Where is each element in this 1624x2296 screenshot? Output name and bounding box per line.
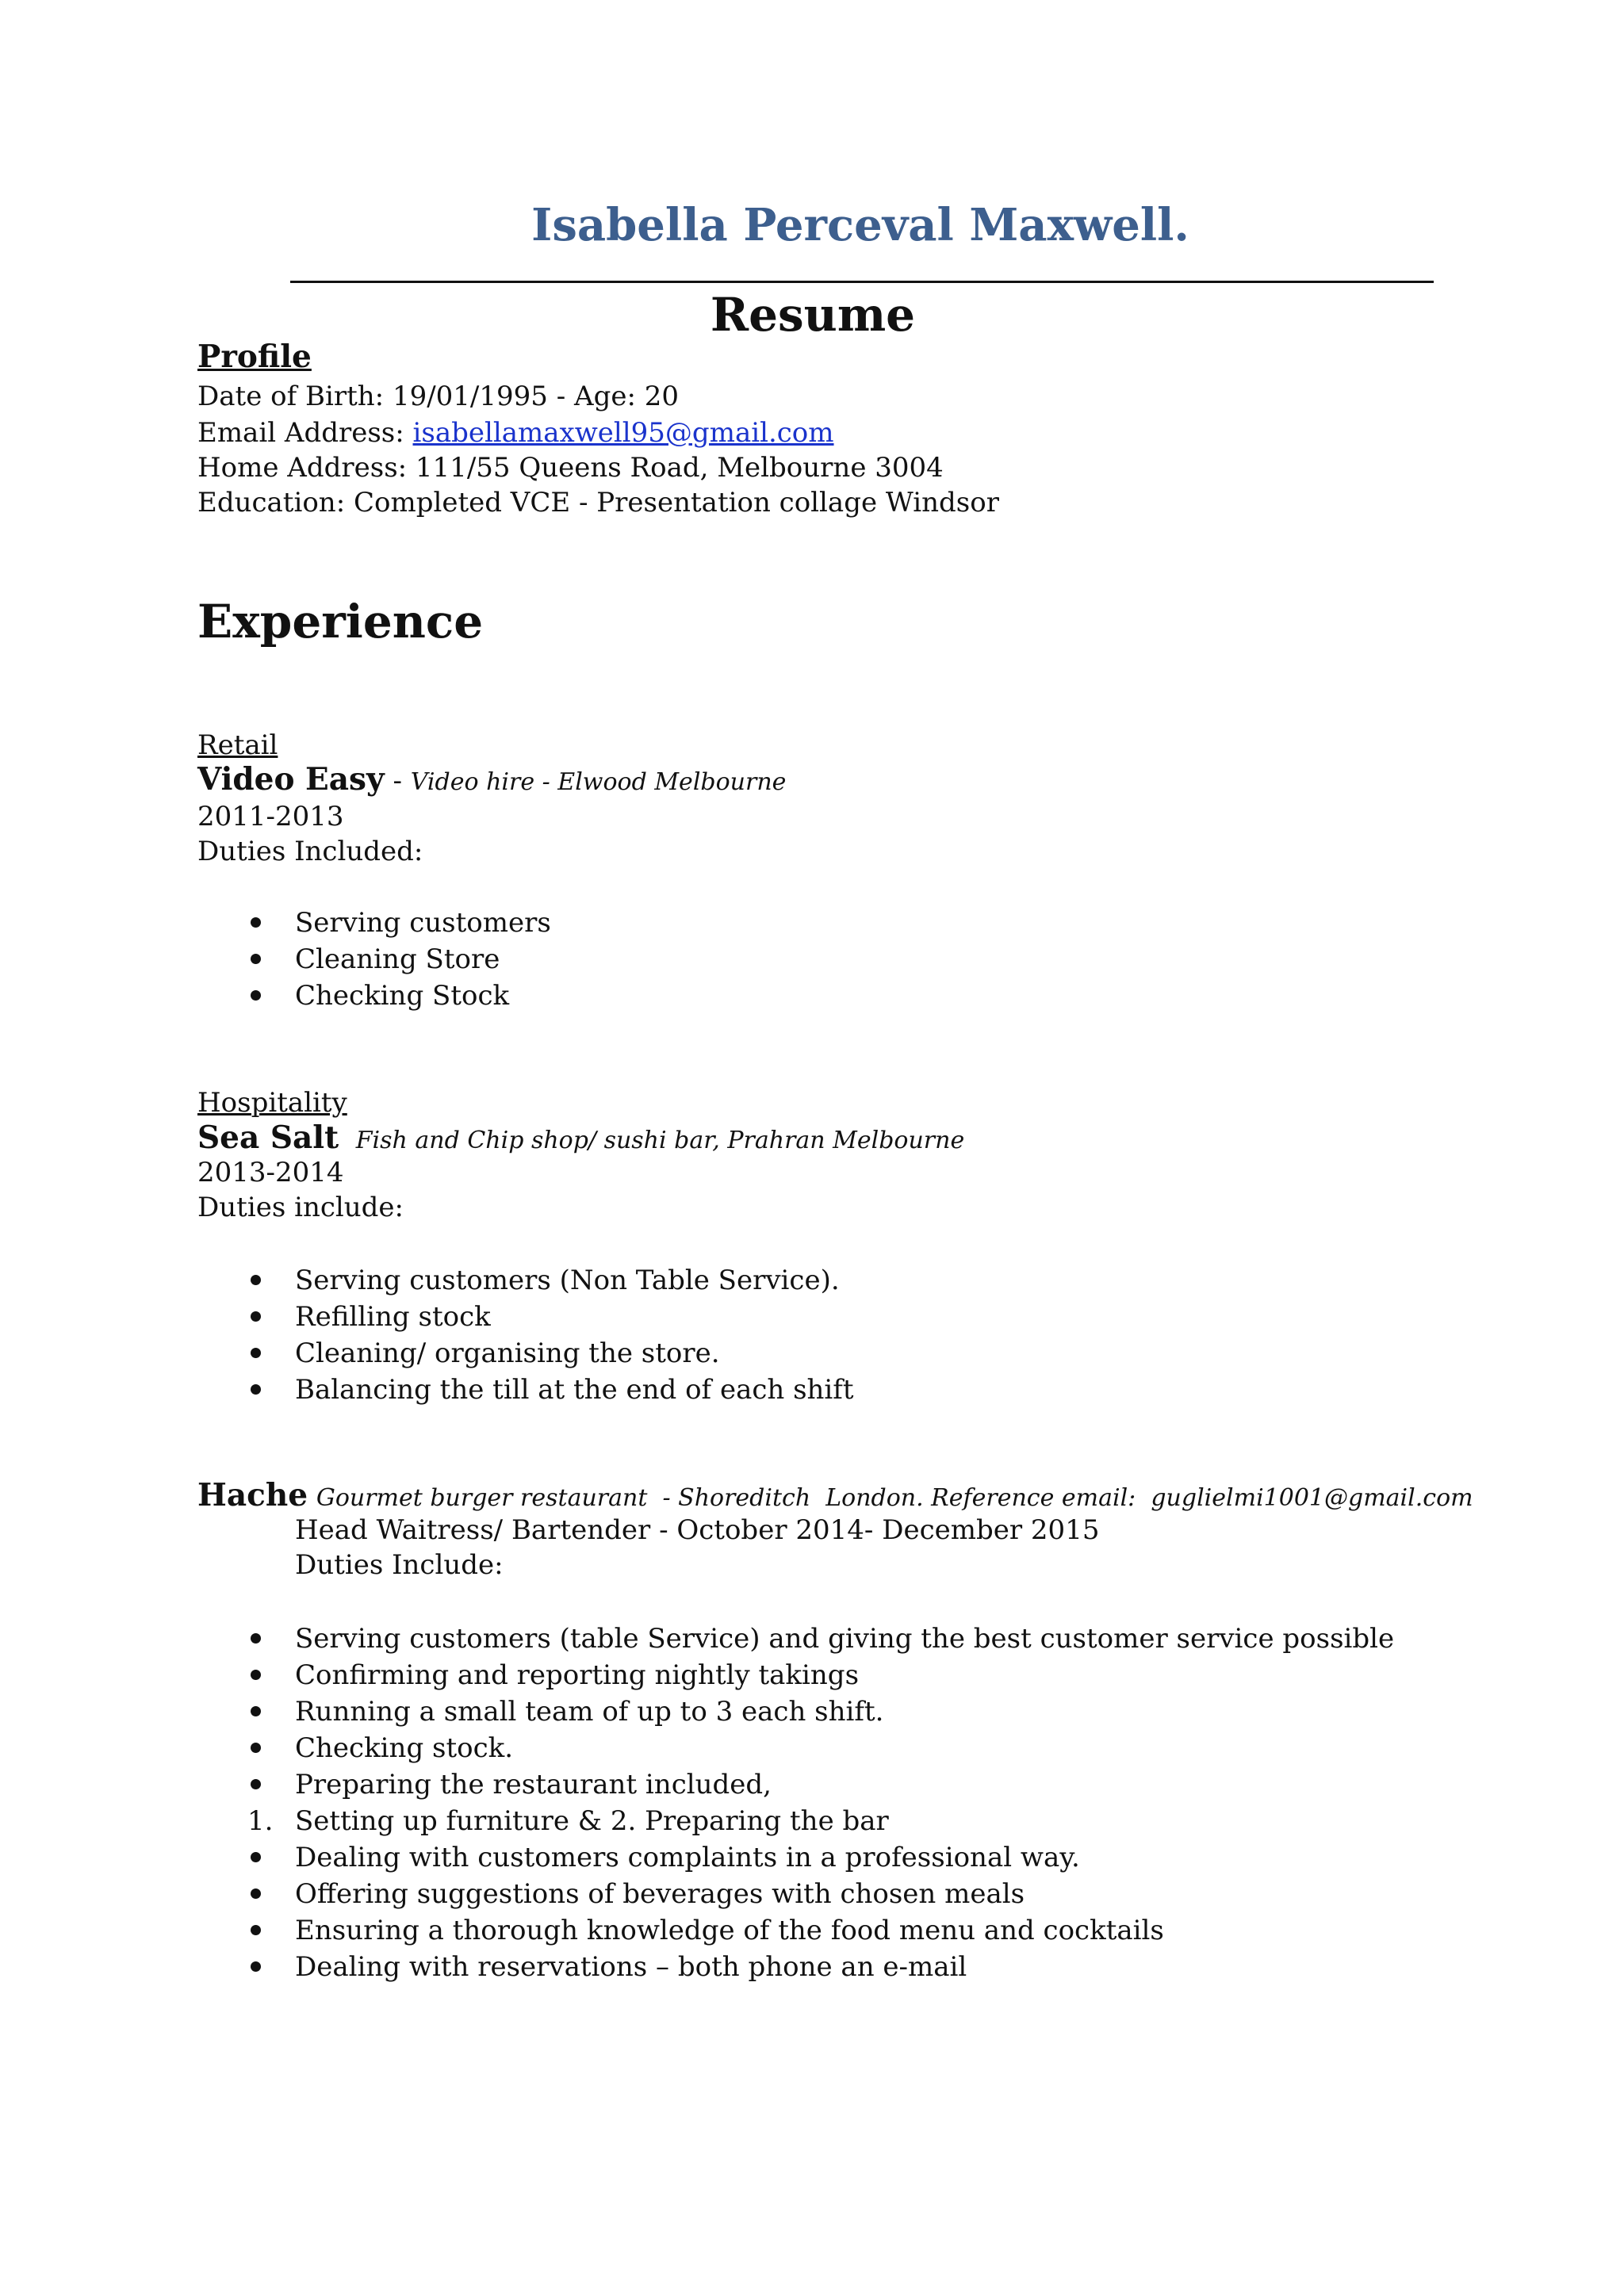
duties-label: Duties Included: bbox=[197, 836, 423, 867]
list-item bbox=[0, 1876, 1624, 1912]
duty-text: Confirming and reporting nightly takings bbox=[295, 1659, 860, 1691]
list-item bbox=[0, 1372, 1624, 1408]
duty-text: Checking stock. bbox=[295, 1732, 514, 1764]
list-item bbox=[0, 1299, 1624, 1335]
job-description: Video hire - Elwood Melbourne bbox=[410, 768, 787, 796]
job-employer-line bbox=[197, 1120, 964, 1158]
duty-text: Checking Stock bbox=[295, 980, 510, 1012]
bullet-icon bbox=[251, 1888, 261, 1899]
job-separator bbox=[339, 1123, 356, 1155]
dob-line bbox=[197, 379, 679, 414]
address-label: Home Address: bbox=[197, 452, 408, 484]
bullet-icon bbox=[251, 1348, 261, 1358]
job-description: Fish and Chip shop/ sushi bar, Prahran Melbourne bbox=[355, 1127, 965, 1154]
bullet-icon bbox=[251, 917, 261, 928]
job-separator bbox=[308, 1481, 316, 1513]
duty-text: Setting up furniture & 2. Preparing the bar bbox=[295, 1805, 889, 1837]
job-employer: Hache bbox=[197, 1477, 308, 1513]
bullet-icon bbox=[251, 1852, 261, 1862]
duty-text: Balancing the till at the end of each shift bbox=[295, 1374, 854, 1406]
job-employer-line bbox=[197, 1478, 1473, 1516]
bullet-icon bbox=[251, 1743, 261, 1753]
address-value: 111/55 Queens Road, Melbourne 3004 bbox=[415, 452, 944, 484]
applicant-name: Isabella Perceval Maxwell. bbox=[531, 199, 1189, 251]
job-category: Retail bbox=[197, 729, 278, 761]
job-dates: 2011-2013 bbox=[197, 801, 344, 832]
list-item bbox=[0, 1621, 1624, 1657]
bullet-icon bbox=[251, 1961, 261, 1972]
address-line bbox=[197, 450, 944, 485]
email-line bbox=[197, 415, 834, 450]
age-label: - Age: bbox=[556, 381, 636, 412]
bullet-icon bbox=[251, 1633, 261, 1644]
list-item bbox=[0, 978, 1624, 1014]
duty-text: Serving customers (Non Table Service). bbox=[295, 1265, 840, 1296]
bullet-icon bbox=[251, 1779, 261, 1789]
bullet-icon bbox=[251, 1925, 261, 1935]
duty-text: Serving customers bbox=[295, 907, 551, 939]
duties-label: Duties Include: bbox=[295, 1549, 504, 1581]
duty-text: Ensuring a thorough knowledge of the food menu and cocktails bbox=[295, 1915, 1164, 1946]
list-item bbox=[0, 1839, 1624, 1876]
list-item bbox=[0, 1730, 1624, 1766]
duty-text: Cleaning Store bbox=[295, 943, 500, 975]
profile-heading: Profile bbox=[197, 339, 312, 375]
age-value: 20 bbox=[644, 381, 679, 412]
education-line bbox=[197, 485, 999, 520]
duties-label: Duties include: bbox=[197, 1192, 404, 1223]
dob-value: 19/01/1995 bbox=[392, 381, 548, 412]
duty-text: Preparing the restaurant included, bbox=[295, 1769, 772, 1800]
job-description: Gourmet burger restaurant - Shoreditch London. Reference email: guglielmi1001@gmail.com bbox=[316, 1484, 1473, 1512]
bullet-icon bbox=[251, 954, 261, 964]
dob-label: Date of Birth: bbox=[197, 381, 385, 412]
education-value: Completed VCE - Presentation collage Windsor bbox=[353, 487, 999, 519]
list-item bbox=[0, 1949, 1624, 1985]
list-item bbox=[0, 1766, 1624, 1803]
list-item bbox=[0, 1335, 1624, 1372]
job-employer: Sea Salt bbox=[197, 1119, 339, 1156]
list-item bbox=[0, 905, 1624, 941]
list-item bbox=[0, 1693, 1624, 1730]
duty-text: Dealing with customers complaints in a professional way. bbox=[295, 1842, 1080, 1873]
experience-heading: Experience bbox=[197, 595, 484, 649]
list-item bbox=[0, 1803, 1624, 1839]
email-link[interactable]: isabellamaxwell95@gmail.com bbox=[412, 417, 834, 449]
list-item bbox=[0, 941, 1624, 978]
job-employer: Video Easy bbox=[197, 761, 385, 798]
bullet-icon bbox=[251, 1384, 261, 1395]
duty-text: Cleaning/ organising the store. bbox=[295, 1337, 720, 1369]
email-label: Email Address: bbox=[197, 417, 404, 449]
list-item bbox=[0, 1912, 1624, 1949]
bullet-icon bbox=[251, 1275, 261, 1285]
list-item bbox=[0, 1262, 1624, 1299]
job-employer-line bbox=[197, 762, 786, 800]
bullet-icon bbox=[251, 1311, 261, 1322]
header-divider bbox=[290, 281, 1434, 283]
duty-text: Dealing with reservations – both phone an e-mail bbox=[295, 1951, 967, 1983]
bullet-icon bbox=[251, 1670, 261, 1680]
job-dates: 2013-2014 bbox=[197, 1157, 344, 1188]
duty-text: Serving customers (table Service) and giving the best customer service possible bbox=[295, 1623, 1395, 1655]
duty-text: Running a small team of up to 3 each shift. bbox=[295, 1696, 884, 1728]
job-category: Hospitality bbox=[197, 1087, 347, 1119]
education-label: Education: bbox=[197, 487, 346, 519]
bullet-icon bbox=[251, 990, 261, 1001]
bullet-icon bbox=[251, 1706, 261, 1716]
document-title: Resume bbox=[710, 288, 916, 342]
list-item bbox=[0, 1657, 1624, 1693]
duty-text: Offering suggestions of beverages with chosen meals bbox=[295, 1878, 1025, 1910]
list-number: 1. bbox=[247, 1805, 274, 1837]
job-dates: Head Waitress/ Bartender - October 2014- December 2015 bbox=[295, 1514, 1100, 1546]
duty-text: Refilling stock bbox=[295, 1301, 491, 1333]
job-separator: - bbox=[384, 765, 411, 797]
